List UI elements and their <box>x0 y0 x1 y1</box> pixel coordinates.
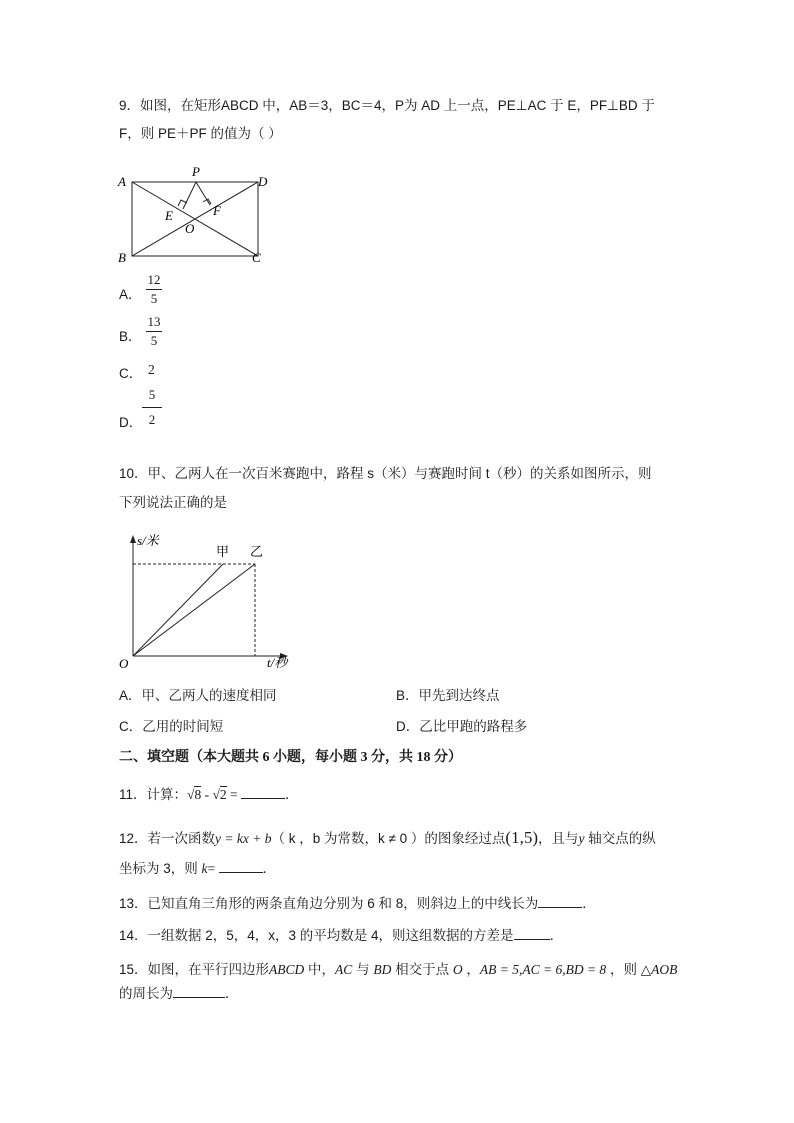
q12-point: (1,5) <box>505 828 538 847</box>
q12-equals: = <box>207 861 219 876</box>
q9-option-d-fraction <box>142 386 162 429</box>
q15-line2-text: 的周长为 <box>119 986 173 1001</box>
q10-stem-line2: 下列说法正确的是 <box>119 495 227 510</box>
q15-part4: 相交于点 <box>391 962 453 977</box>
q10-option-a: A．甲、乙两人的速度相同 <box>119 688 277 703</box>
label-P: P <box>192 164 200 179</box>
q15-suffix: ． <box>225 986 239 1001</box>
q13-answer-blank[interactable] <box>538 893 582 908</box>
numerator: 5 <box>148 387 156 402</box>
y-axis-label: s/米 <box>137 533 159 548</box>
q9-stem-line2: F，则 PE＋PF 的值为（ ） <box>119 126 282 141</box>
denominator: 5 <box>150 333 158 348</box>
numerator: 13 <box>147 314 161 329</box>
denominator: 2 <box>148 412 156 427</box>
q14-text: 14．一组数据 2，5，4，x，3 的平均数是 4，则这组数据的方差是 <box>119 928 514 943</box>
q11-prefix: 11．计算： <box>119 787 188 802</box>
q15-abcd: ABCD <box>269 962 305 977</box>
numerator: 12 <box>147 272 161 287</box>
q12-line2a: 坐标为 3，则 <box>119 861 202 876</box>
series-label-jia: 甲 <box>216 544 230 559</box>
fraction-bar <box>142 407 162 408</box>
q11-suffix: ． <box>284 787 299 802</box>
q12-axis: y <box>578 831 585 846</box>
label-E: E <box>165 208 173 223</box>
q15-part3: 与 <box>352 962 374 977</box>
q10-stem-line1: 10．甲、乙两人在一次百米赛跑中，路程 s（米）与赛跑时间 t（秒）的关系如图所示，则 <box>119 466 652 481</box>
label-B: B <box>118 250 126 265</box>
q10-distance-time-chart <box>112 530 302 675</box>
x-axis-label: t/秒 <box>267 655 288 670</box>
q12-part3: ，且与 <box>538 831 579 846</box>
section2-heading: 二、填空题（本大题共 6 小题，每小题 3 分，共 18 分） <box>119 750 462 765</box>
q10-option-b: B．甲先到达终点 <box>396 688 500 703</box>
q15-part6: ，则 <box>606 962 641 977</box>
q13-suffix: ． <box>582 896 596 911</box>
q11-line <box>119 784 298 805</box>
q9-stem-line1: 9．如图，在矩形ABCD 中，AB＝3，BC＝4，P为 AD 上一点，PE⊥AC 于 E，PF⊥BD 于 <box>119 98 655 113</box>
q15-triangle: △AOB <box>640 962 678 977</box>
q10-option-c: C．乙用的时间短 <box>119 719 224 734</box>
q9-option-a-label: A． <box>119 287 142 302</box>
q9-rectangle-figure <box>110 160 280 270</box>
q13-line <box>119 893 596 914</box>
q9-option-b-label: B． <box>119 329 142 344</box>
q12-part1: 12．若一次函数 <box>119 831 216 846</box>
q15-o: O <box>452 962 463 977</box>
fraction-bar <box>146 331 162 332</box>
q15-answer-blank[interactable] <box>173 983 225 998</box>
q12-line2 <box>119 858 276 879</box>
origin-label: O <box>119 656 129 671</box>
q13-text: 13．已知直角三角形的两条直角边分别为 6 和 8，则斜边上的中线长为 <box>119 896 539 911</box>
sqrt-symbol: √ <box>187 787 195 802</box>
q11-answer-blank[interactable] <box>241 784 285 799</box>
q10-option-d: D．乙比甲跑的路程多 <box>396 719 528 734</box>
label-D: D <box>258 174 268 189</box>
q11-minus: - <box>201 787 213 802</box>
label-C: C <box>252 250 261 265</box>
q9-option-c-value: 2 <box>148 362 155 377</box>
q9-option-a-fraction <box>146 272 162 307</box>
q9-option-c-label: C． <box>119 366 143 381</box>
q12-suffix: ． <box>262 861 277 876</box>
fraction-bar <box>146 289 162 290</box>
q14-answer-blank[interactable] <box>514 925 550 940</box>
q15-line1 <box>119 960 677 980</box>
label-O: O <box>185 221 195 236</box>
q12-k: k <box>201 861 208 876</box>
q15-part1: 15．如图，在平行四边形 <box>119 962 270 977</box>
label-F: F <box>213 203 221 218</box>
q12-part4: 轴交点的纵 <box>584 831 656 846</box>
q15-part2: 中， <box>304 962 336 977</box>
series-label-yi: 乙 <box>250 544 264 559</box>
q12-function: y = kx + b <box>215 831 272 846</box>
q12-answer-blank[interactable] <box>219 858 263 873</box>
q14-line <box>119 925 563 946</box>
q11-radicand-1: 8 <box>194 787 202 802</box>
label-A: A <box>118 174 126 189</box>
q11-radicand-2: 2 <box>219 787 227 802</box>
sqrt-symbol: √ <box>212 787 220 802</box>
denominator: 5 <box>150 291 158 306</box>
q14-suffix: ． <box>549 928 564 943</box>
q12-part2: （ k ，b 为常数，k ≠ 0 ）的图象经过点 <box>271 831 506 846</box>
q12-line1 <box>119 828 656 849</box>
q15-part5: ， <box>462 962 480 977</box>
q15-bd: BD <box>373 962 392 977</box>
q9-option-b-fraction <box>146 314 162 349</box>
q9-option-d-label: D． <box>119 415 143 430</box>
q15-conditions: AB = 5,AC = 6,BD = 8 <box>479 962 607 977</box>
q15-ac: AC <box>335 962 353 977</box>
q15-line2 <box>119 983 239 1004</box>
q11-equals: = <box>226 787 241 802</box>
